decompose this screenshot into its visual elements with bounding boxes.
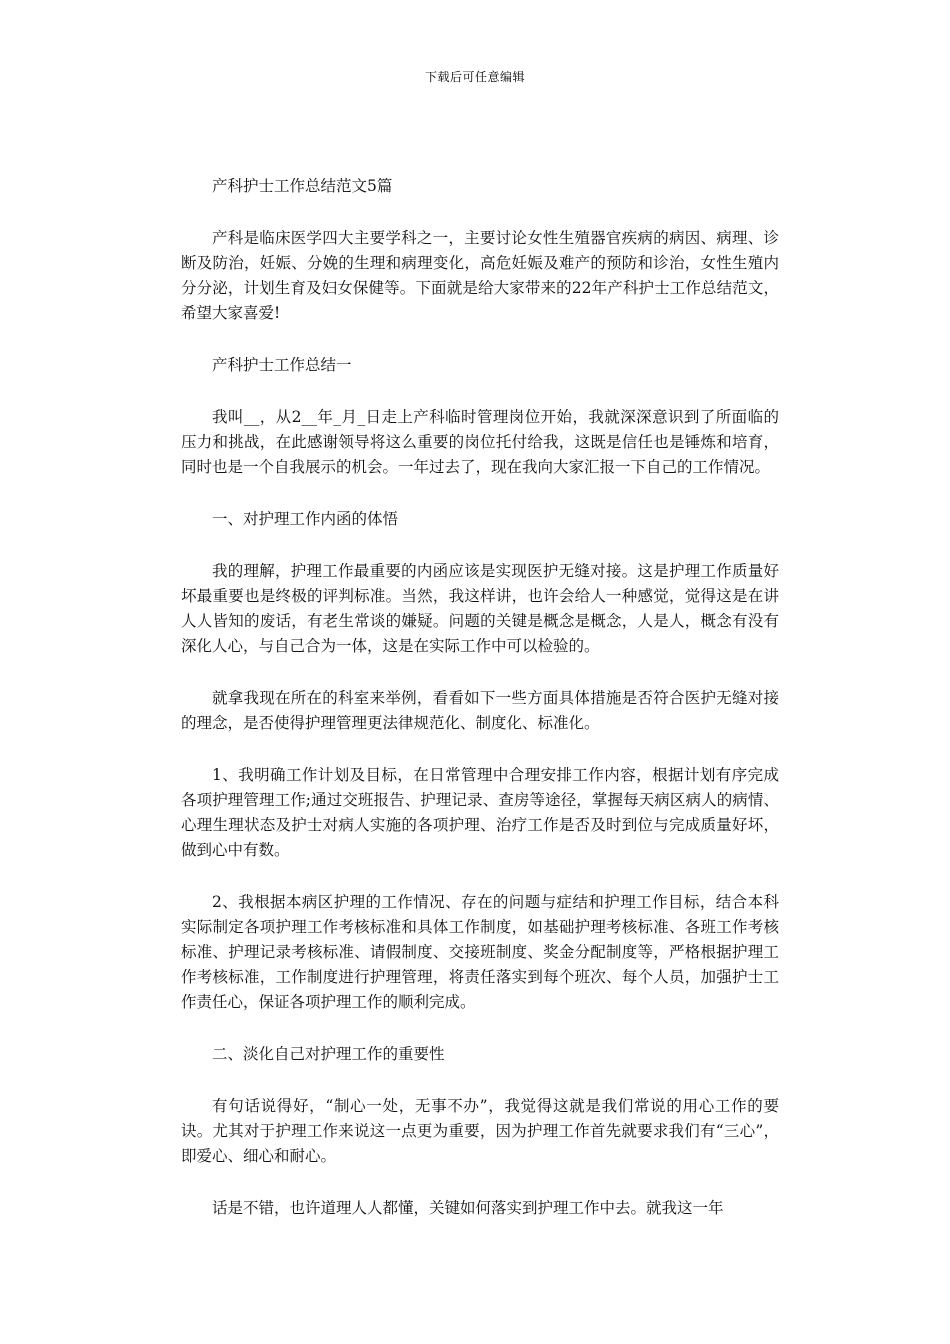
paragraph-7: 话是不错，也许道理人人都懂，关键如何落实到护理工作中去。就我这一年 <box>212 1199 724 1217</box>
document-title: 产科护士工作总结范文5篇 <box>212 177 393 195</box>
paragraph-3: 就拿我现在所在的科室来举例，看看如下一些方面具体措施是否符合医护无缝对接的理念，是否使得护理管理更法律规范化、制度化、标准化。 <box>181 689 779 732</box>
subheading-1: 一、对护理工作内函的体悟 <box>212 510 399 528</box>
subheading-2: 二、淡化自己对护理工作的重要性 <box>212 1045 445 1063</box>
document-body <box>181 174 779 1248</box>
paragraph-5: 2、我根据本病区护理的工作情况、存在的问题与症结和护理工作目标，结合本科实际制定各项护理工作考核标准和具体工作制度，如基础护理考核标准、各班工作考核标准、护理记录考核标准、请假制度、交接班制度、奖金分配制度等，严格根据护理工作考核标准，工作制度进行护理管理，将责任落实到每个班次、每个人员，加强护士工作责任心，保证各项护理工作的顺利完成。 <box>181 893 779 1011</box>
paragraph-2: 我的理解，护理工作最重要的内函应该是实现医护无缝对接。这是护理工作质量好坏最重要也是终极的评判标准。当然，我这样讲，也许会给人一种感觉，觉得这是在讲人人皆知的废话，有老生常谈的嫌疑。问题的关键是概念是概念，人是人，概念有没有深化人心，与自己合为一体，这是在实际工作中可以检验的。 <box>181 562 779 655</box>
paragraph-4: 1、我明确工作计划及目标，在日常管理中合理安排工作内容，根据计划有序完成各项护理管理工作;通过交班报告、护理记录、查房等途径，掌握每天病区病人的病情、心理生理状态及护士对病人实施的各项护理、治疗工作是否及时到位与完成质量好坏，做到心中有数。 <box>181 766 779 859</box>
section-title: 产科护士工作总结一 <box>212 356 352 374</box>
paragraph-6: 有句话说得好，“制心一处，无事不办”，我觉得这就是我们常说的用心工作的要诀。尤其对于护理工作来说这一点更为重要，因为护理工作首先就要求我们有“三心”，即爱心、细心和耐心。 <box>181 1097 779 1165</box>
intro-paragraph: 产科是临床医学四大主要学科之一，主要讨论女性生殖器官疾病的病因、病理、诊断及防治，妊娠、分娩的生理和病理变化，高危妊娠及难产的预防和诊治，女性生殖内分分泌，计划生育及妇女保健等。下面就是给大家带来的22年产科护士工作总结范文，希望大家喜爱! <box>181 229 779 322</box>
header-note: 下载后可任意编辑 <box>424 70 525 84</box>
paragraph-1: 我叫__，从2__年_月_日走上产科临时管理岗位开始，我就深深意识到了所面临的压力和挑战，在此感谢领导将这么重要的岗位托付给我，这既是信任也是锤炼和培育，同时也是一个自我展示的机会。一年过去了，现在我向大家汇报一下自己的工作情况。 <box>181 408 779 476</box>
